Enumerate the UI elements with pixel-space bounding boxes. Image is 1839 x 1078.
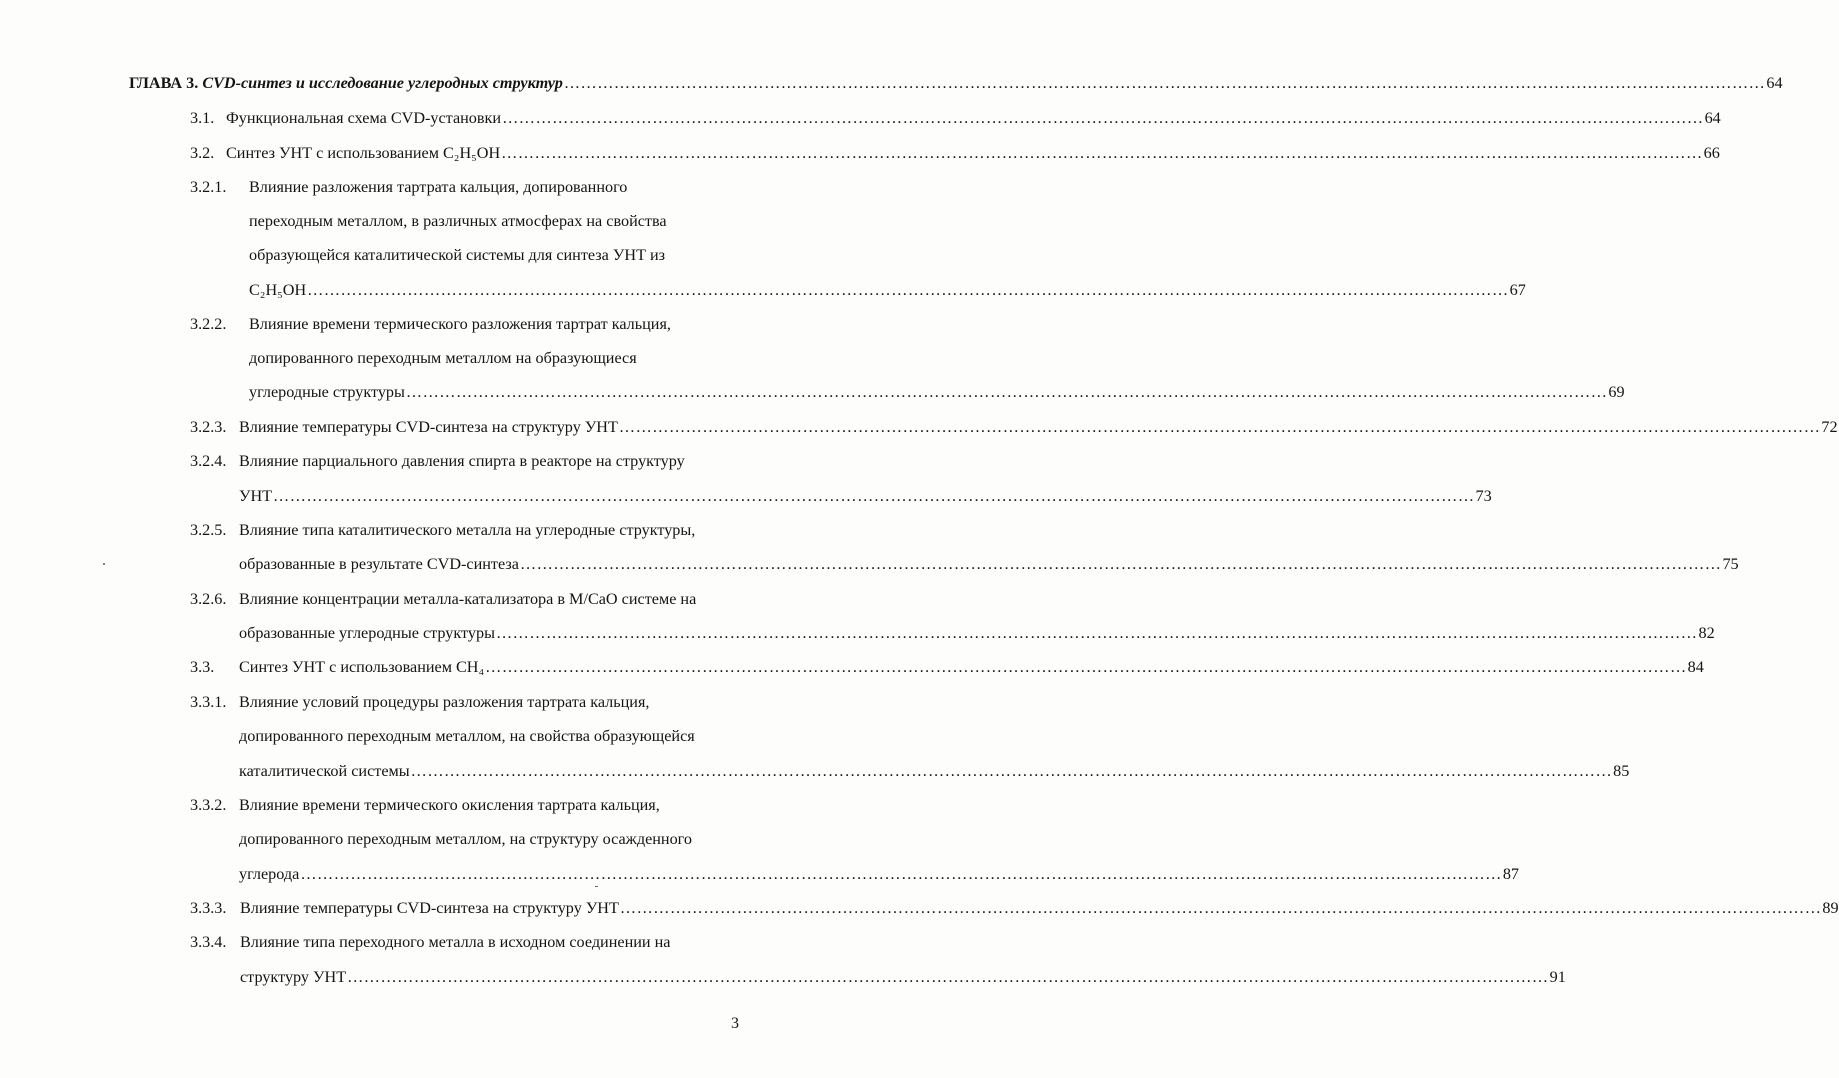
toc-entry-line: Влияние разложения тартрата кальция, допированного: [249, 178, 628, 196]
toc-number: 3.2.6.: [190, 590, 227, 608]
toc-entry-text: C₂H₅OH: [249, 281, 307, 299]
toc-entry-page: 66: [1703, 144, 1720, 162]
toc-entry-page: 67: [1509, 281, 1526, 299]
chapter-title-prefix: ГЛАВА 3.: [129, 74, 203, 92]
toc-entry-page: 72: [1821, 418, 1838, 436]
toc-entry-page: 73: [1475, 487, 1492, 505]
toc-entry: [239, 417, 1838, 437]
toc-entry-line: Влияние парциального давления спирта в реакторе на структуру: [239, 452, 685, 470]
toc-number: 3.1.: [190, 109, 215, 127]
toc-entry: [239, 486, 1492, 506]
dot-leader: ………………………………………………………………………………………………………………………………………………………………………………………………: [519, 555, 1722, 573]
dot-leader: ………………………………………………………………………………………………………………………………………………………………………………………………: [618, 418, 1821, 436]
toc-entry-line: допированного переходным металлом на образующиеся: [249, 349, 637, 367]
toc-entry-line: Влияние концентрации металла-катализатора в M/CaO системе на: [239, 590, 697, 608]
toc-entry: [240, 967, 1566, 987]
toc-entry-text: Синтез УНТ с использованием C₂H₅OH: [226, 144, 501, 162]
toc-entry-text: образованные в результате CVD-синтеза: [239, 555, 519, 573]
toc-entry-line: допированного переходным металлом, на свойства образующейся: [239, 727, 695, 745]
toc-entry-line: Влияние времени термического разложения тартрат кальция,: [249, 315, 671, 333]
toc-entry-text: углеродные структуры: [249, 383, 405, 401]
toc-number: 3.3.: [190, 658, 215, 676]
toc-entry: [239, 623, 1715, 643]
toc-number: 3.3.2.: [190, 796, 227, 814]
toc-number: 3.3.1.: [190, 693, 227, 711]
dot-leader: ………………………………………………………………………………………………………………………………………………………………………………………………: [410, 762, 1613, 780]
toc-entry-line: образующейся каталитической системы для синтеза УНТ из: [249, 246, 666, 264]
toc-entry-page: 84: [1687, 658, 1704, 676]
toc-entry: [240, 898, 1839, 918]
toc-number: 3.3.3.: [190, 899, 227, 917]
toc-entry-line: Влияние времени термического окисления тартрата кальция,: [239, 796, 660, 814]
page-number: 3: [731, 1015, 739, 1032]
toc-entry-line: Влияние условий процедуры разложения тартрата кальция,: [239, 693, 650, 711]
toc-entry: [239, 554, 1739, 574]
dot-leader: ………………………………………………………………………………………………………………………………………………………………………………………………: [563, 74, 1766, 92]
dot-leader: ………………………………………………………………………………………………………………………………………………………………………………………………: [501, 144, 1703, 162]
toc-entry-text: углерода: [239, 865, 300, 883]
toc-entry: [249, 382, 1625, 402]
dot-leader: ………………………………………………………………………………………………………………………………………………………………………………………………: [273, 487, 1475, 505]
toc-entry: [226, 143, 1720, 163]
toc-entry-page: 87: [1502, 865, 1520, 883]
dot-leader: ………………………………………………………………………………………………………………………………………………………………………………………………: [495, 624, 1698, 642]
toc-entry-page: 69: [1608, 383, 1625, 401]
dot-leader: ………………………………………………………………………………………………………………………………………………………………………………………………: [300, 865, 1502, 883]
dot-leader: ………………………………………………………………………………………………………………………………………………………………………………………………: [347, 968, 1549, 986]
toc-entry: [239, 864, 1520, 884]
chapter-page: 64: [1766, 74, 1783, 92]
toc-number: 3.2.2.: [190, 315, 227, 333]
toc-entry-page: 64: [1704, 109, 1721, 127]
chapter-title: CVD-синтез и исследование углеродных структур: [202, 74, 563, 92]
toc-entry: [226, 108, 1721, 128]
dot-leader: ………………………………………………………………………………………………………………………………………………………………………………………………: [485, 658, 1687, 676]
toc-entry: [249, 280, 1526, 300]
dot-leader: ………………………………………………………………………………………………………………………………………………………………………………………………: [502, 109, 1704, 127]
toc-entry-text: Синтез УНТ с использованием CH₄: [239, 658, 485, 676]
toc-entry-text: каталитической системы: [239, 762, 410, 780]
toc-number: 3.2.: [190, 144, 215, 162]
toc-entry-text: УНТ: [239, 487, 273, 505]
dot-leader: ………………………………………………………………………………………………………………………………………………………………………………………………: [405, 383, 1608, 401]
toc-number: 3.2.4.: [190, 452, 227, 470]
toc-entry-line: допированного переходным металлом, на структуру осажденного: [239, 830, 693, 848]
toc-number: 3.2.5.: [190, 521, 227, 539]
toc-entry-line: Влияние типа каталитического металла на углеродные структуры,: [239, 521, 696, 539]
dot-leader: ………………………………………………………………………………………………………………………………………………………………………………………………: [619, 899, 1822, 917]
toc-entry-text: Влияние температуры CVD-синтеза на структуру УНТ: [240, 899, 619, 917]
toc-entry: [239, 657, 1704, 677]
dot-leader: ………………………………………………………………………………………………………………………………………………………………………………………………: [307, 281, 1509, 299]
toc-entry: [239, 761, 1630, 781]
toc-entry-line: Влияние типа переходного металла в исходном соединении на: [240, 933, 671, 951]
toc-entry-text: Влияние температуры CVD-синтеза на структуру УНТ: [239, 418, 618, 436]
chapter-heading: [129, 73, 1783, 93]
toc-entry-text: Функциональная схема CVD-установки: [226, 109, 502, 127]
toc-number: 3.2.3.: [190, 418, 227, 436]
toc-entry-page: 91: [1549, 968, 1566, 986]
toc-entry-line: переходным металлом, в различных атмосферах на свойства: [249, 212, 667, 230]
scan-speck: [103, 563, 105, 565]
toc-entry-text: структуру УНТ: [240, 968, 347, 986]
toc-entry-page: 85: [1613, 762, 1630, 780]
toc-entry-page: 82: [1698, 624, 1715, 642]
toc-number: 3.2.1.: [190, 178, 227, 196]
toc-entry-page: 75: [1722, 555, 1739, 573]
toc-entry-text: образованные углеродные структуры: [239, 624, 495, 642]
toc-entry-page: 89: [1822, 899, 1839, 917]
scan-speck: [595, 886, 598, 887]
toc-number: 3.3.4.: [190, 933, 227, 951]
